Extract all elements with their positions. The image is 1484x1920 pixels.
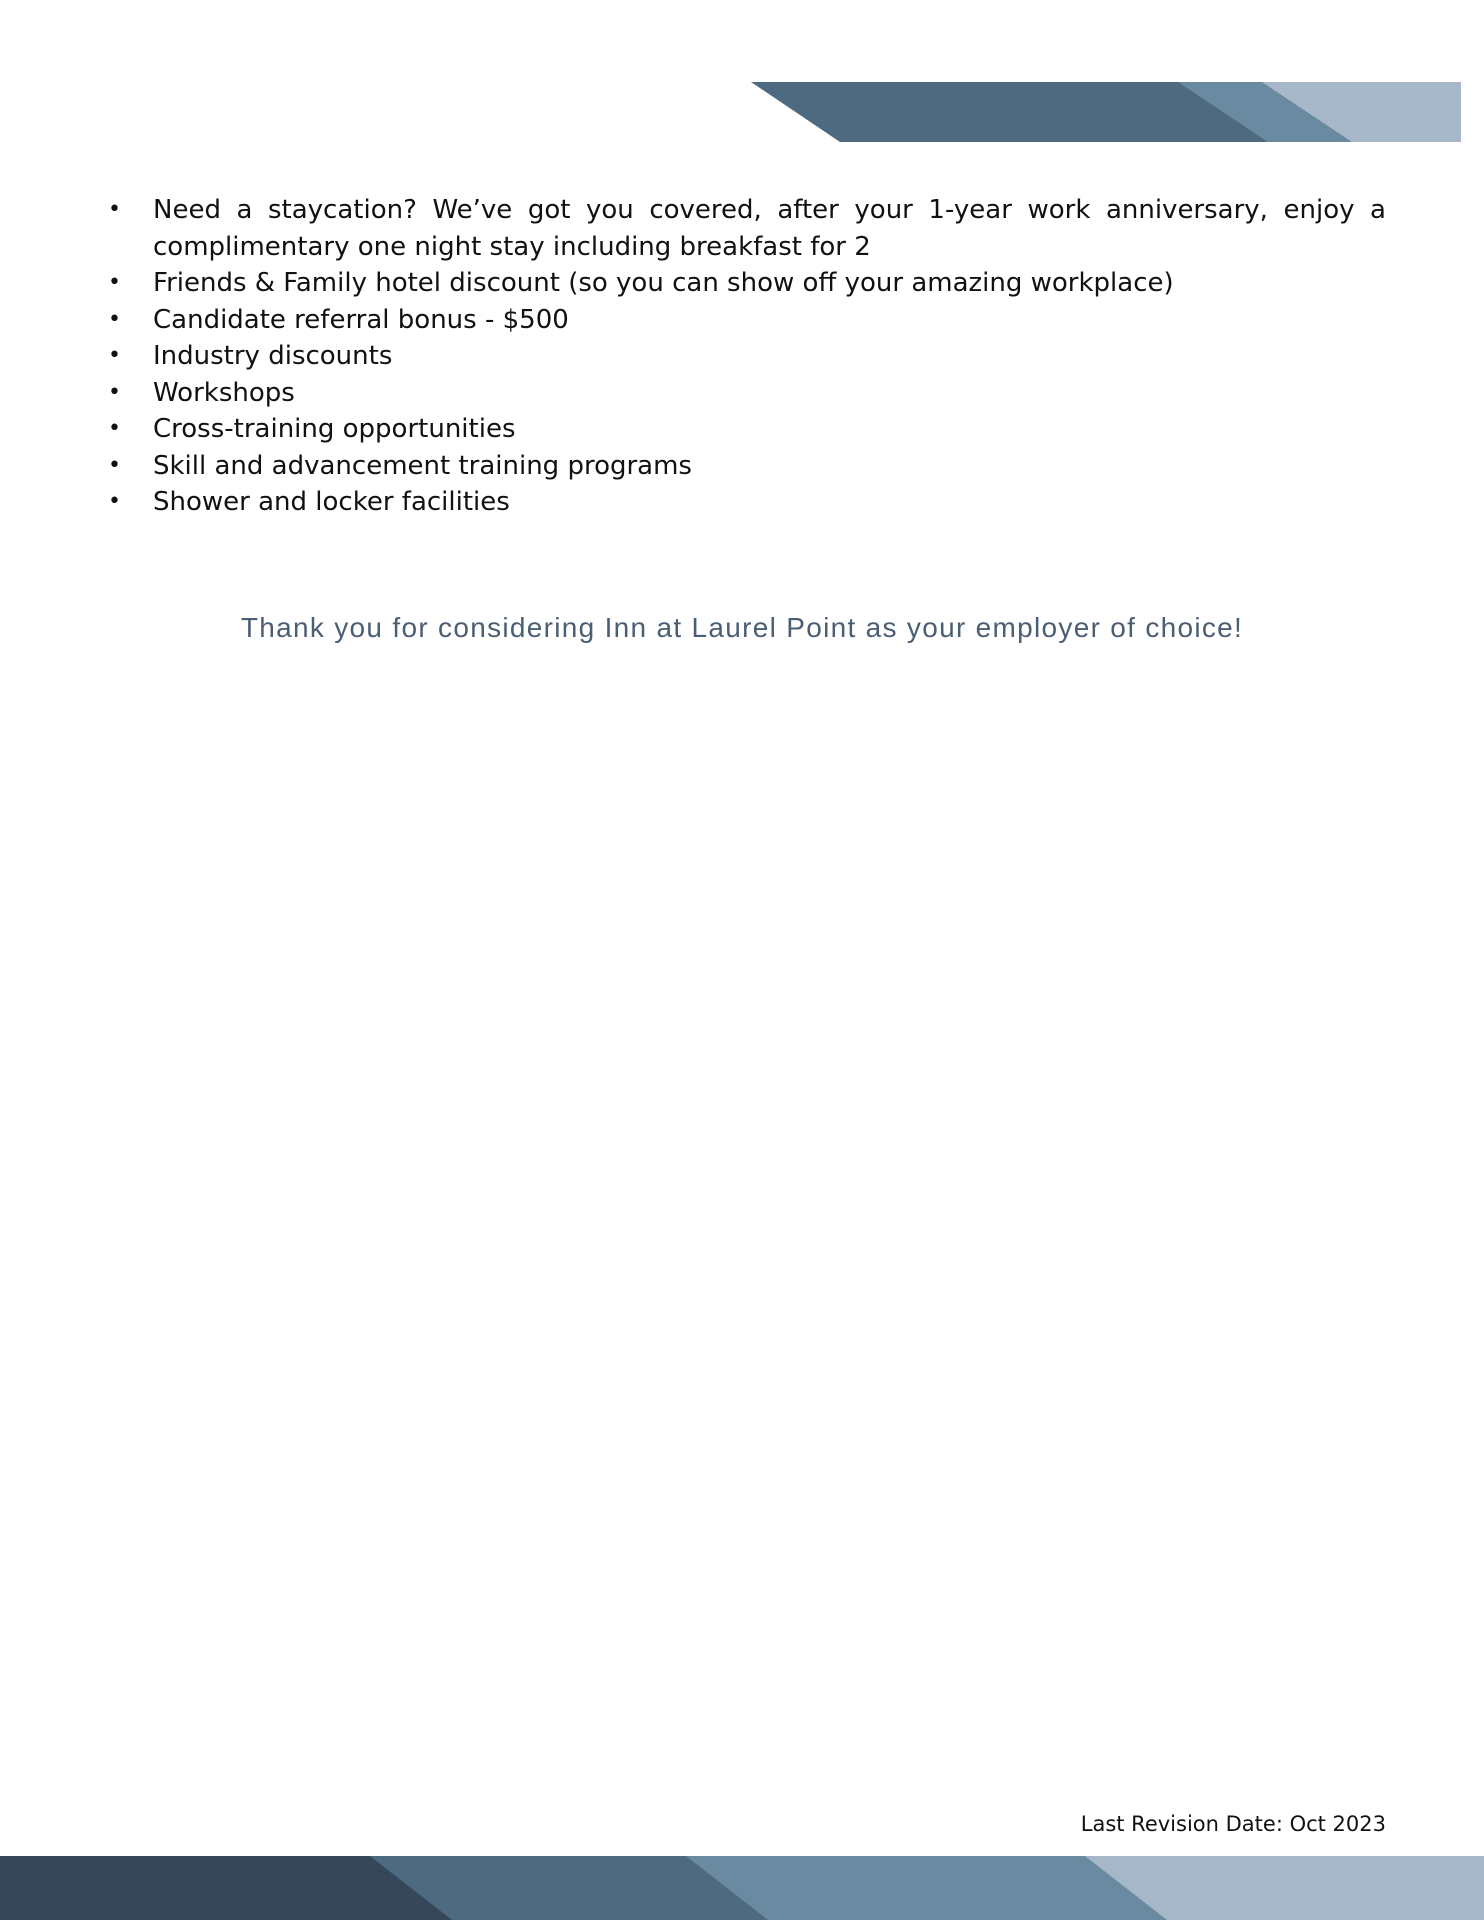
list-item <box>104 484 1386 521</box>
bullet-icon: • <box>108 343 121 368</box>
list-item <box>104 375 1386 412</box>
list-item <box>104 192 1386 265</box>
list-item <box>104 448 1386 485</box>
list-item <box>104 302 1386 339</box>
bullet-icon: • <box>108 197 121 222</box>
benefit-text: Cross-training opportunities <box>153 414 516 444</box>
bullet-icon: • <box>108 452 121 478</box>
list-item <box>104 338 1386 375</box>
footer-decorative-band <box>0 1856 1484 1920</box>
benefit-text: Need a staycation? We’ve got you covered, after your 1-year work anniversary, enjoy a complimentary one night stay including breakfast for 2 <box>153 195 1386 262</box>
list-item <box>104 411 1386 448</box>
benefit-text: Shower and locker facilities <box>153 487 510 517</box>
closing-thanks: Thank you for considering Inn at Laurel Point as your employer of choice! <box>240 612 1244 643</box>
header-band-slate <box>751 82 1268 142</box>
bullet-icon: • <box>108 379 121 405</box>
header-decorative-band <box>0 0 1484 160</box>
bullet-icon: • <box>108 270 121 295</box>
benefit-text: Workshops <box>153 377 295 408</box>
benefit-text: Skill and advancement training programs <box>153 450 692 481</box>
bullet-icon: • <box>108 489 121 514</box>
bullet-icon: • <box>108 416 121 441</box>
list-item <box>104 265 1386 302</box>
benefit-text: Candidate referral bonus - $500 <box>153 304 569 335</box>
benefit-text: Industry discounts <box>153 341 393 371</box>
benefits-list <box>104 192 1386 521</box>
revision-date: Last Revision Date: Oct 2023 <box>1080 1812 1386 1836</box>
bullet-icon: • <box>108 306 121 332</box>
benefit-text: Friends & Family hotel discount (so you can show off your amazing workplace) <box>153 268 1174 298</box>
